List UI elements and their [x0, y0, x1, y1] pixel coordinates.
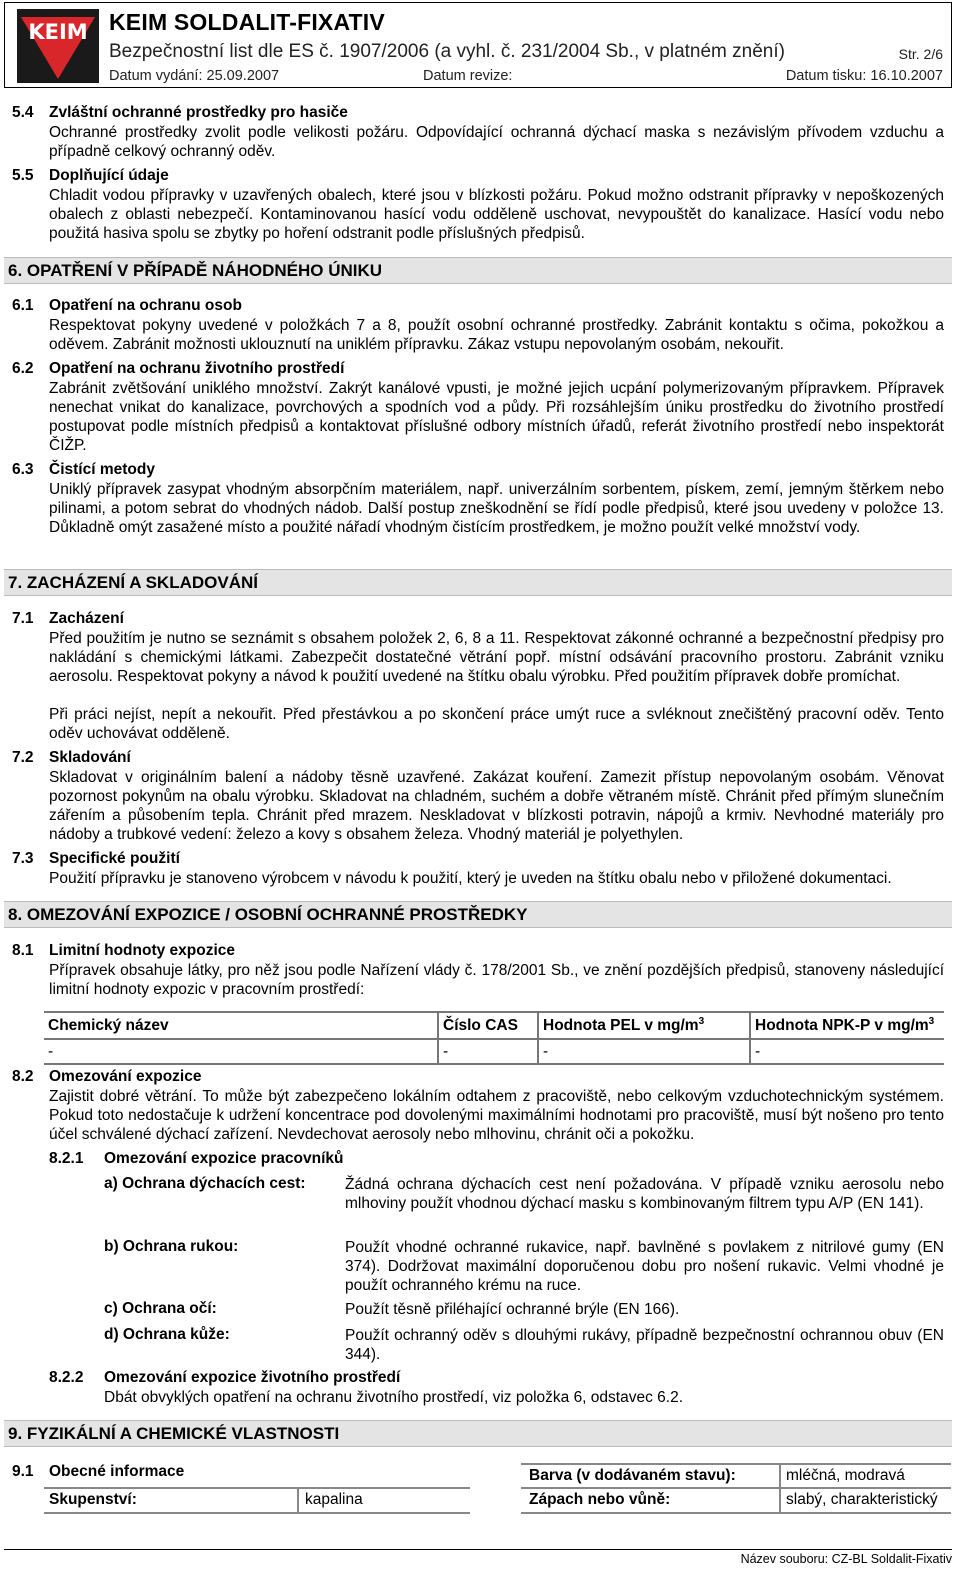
- section-number: 5.4: [12, 104, 34, 121]
- section-number: 9.1: [12, 1463, 34, 1480]
- section-number: 8.2: [12, 1068, 34, 1085]
- protection-text: Použít těsně přiléhající ochranné brýle (EN 166).: [345, 1301, 680, 1318]
- subsection-heading: Čistící metody: [49, 461, 155, 478]
- section-title: 9. FYZIKÁLNÍ A CHEMICKÉ VLASTNOSTI: [8, 1424, 340, 1443]
- table-cell: -: [44, 1039, 438, 1064]
- subsection-heading: Omezování expozice životního prostředí: [104, 1369, 401, 1386]
- unit-superscript: 3: [698, 1015, 705, 1027]
- column-header: [750, 1012, 944, 1039]
- section-heading: [4, 257, 952, 284]
- section-heading: [4, 1420, 952, 1447]
- subsection-heading: Omezování expozice pracovníků: [104, 1150, 344, 1167]
- protection-label: a) Ochrana dýchacích cest:: [104, 1175, 306, 1192]
- file-name: Název souboru: CZ-BL Soldalit-Fixativ: [740, 1552, 952, 1566]
- document-subtitle: Bezpečnostní list dle ES č. 1907/2006 (a vyhl. č. 231/2004 Sb., v platném znění): [109, 41, 785, 62]
- subsection-heading: Skladování: [49, 749, 131, 766]
- divider: [297, 1488, 299, 1512]
- column-header: [538, 1012, 750, 1039]
- protection-label: b) Ochrana rukou:: [104, 1238, 239, 1255]
- page-number: Str. 2/6: [898, 46, 943, 62]
- table-header-row: [44, 1012, 944, 1039]
- column-header-label: Hodnota NPK-P v mg/m: [755, 1017, 929, 1035]
- section-number: 7.1: [12, 610, 34, 627]
- section-title: 7. ZACHÁZENÍ A SKLADOVÁNÍ: [8, 573, 258, 592]
- divider: [521, 1487, 951, 1489]
- protection-text: Použít vhodné ochranné rukavice, např. bavlněné s povlakem z nitrilové gumy (EN 374). Dodržovat maximální doporučenou dobu pro nošení rukavic. Velmi vhodné je použít ochranného krému na ruce.: [345, 1239, 944, 1294]
- section-number: 6.2: [12, 360, 34, 377]
- table-cell: -: [438, 1039, 538, 1064]
- section-title: 6. OPATŘENÍ V PŘÍPADĚ NÁHODNÉHO ÚNIKU: [8, 261, 383, 280]
- revision-date: Datum revize:: [423, 68, 513, 84]
- section-number: 8.1: [12, 942, 34, 959]
- subsection-heading: Doplňující údaje: [49, 167, 169, 184]
- paragraph: Použití přípravku je stanoveno výrobcem v návodu k použití, který je uveden na štítku obalu nebo v přiložené dokumentaci.: [49, 870, 892, 887]
- subsection-number: 8.2.1: [49, 1150, 84, 1167]
- paragraph: Respektovat pokyny uvedené v položkách 7 a 8, použít osobní ochranné prostředky. Zabránit kontaktu s očima, pokožkou a oděvem. Zabránit možnosti uklouznutí na uniklém přípravku. Zákaz vstupu nepovolaným osobám, nekouřit.: [49, 317, 944, 353]
- exposure-limits-table: [44, 1011, 944, 1065]
- section-number: 6.1: [12, 297, 34, 314]
- subsection-heading: Opatření na ochranu životního prostředí: [49, 360, 345, 377]
- paragraph: Přípravek obsahuje látky, pro něž jsou podle Nařízení vlády č. 178/2001 Sb., ve znění pozdějších předpisů, stanoveny následující limitní hodnoty expozic v pracovním prostředí:: [49, 962, 944, 998]
- divider: [521, 1463, 951, 1465]
- section-title: 8. OMEZOVÁNÍ EXPOZICE / OSOBNÍ OCHRANNÉ PROSTŘEDKY: [8, 905, 528, 924]
- divider: [521, 1512, 951, 1514]
- protection-label: c) Ochrana očí:: [104, 1300, 217, 1317]
- paragraph: Ochranné prostředky zvolit podle velikosti požáru. Odpovídající ochranná dýchací maska s nezávislým přívodem vzduchu a případně celkový ochranný oděv.: [49, 124, 944, 160]
- protection-label: d) Ochrana kůže:: [104, 1326, 230, 1343]
- protection-text: Použít ochranný oděv s dlouhými rukávy, případně bezpečnostní ochrannou obuv (EN 344).: [345, 1327, 944, 1363]
- section-number: 7.2: [12, 749, 34, 766]
- paragraph: Chladit vodou přípravky v uzavřených obalech, které jsou v blízkosti požáru. Pokud možno odstranit přípravky v nepoškozených obalech z oblasti nebezpečí. Kontaminovanou hasící vodu odděleně uschovat, nevypouštět do kanalizace. Hasící vodu nebo použitá hasiva spolu se zbytky po hoření odstranit podle příslušných předpisů.: [49, 187, 944, 242]
- protection-text: Žádná ochrana dýchacích cest není požadována. V případě vzniku aerosolu nebo mlhoviny použít vhodnou dýchací masku s kombinovaným filtrem typu A/P (EN 141).: [345, 1176, 944, 1212]
- subsection-heading: Specifické použití: [49, 850, 180, 867]
- property-value: slabý, charakteristický: [786, 1491, 938, 1508]
- table-cell: -: [538, 1039, 750, 1064]
- subsection-heading: Limitní hodnoty expozice: [49, 942, 236, 959]
- paragraph: Dbát obvyklých opatření na ochranu životního prostředí, viz položka 6, odstavec 6.2.: [104, 1389, 683, 1406]
- document-header: [4, 2, 952, 88]
- document-footer: [4, 1549, 952, 1566]
- section-number: 6.3: [12, 461, 34, 478]
- print-date: Datum tisku: 16.10.2007: [785, 68, 943, 84]
- column-header-label: Hodnota PEL v mg/m: [543, 1017, 699, 1035]
- section-number: 5.5: [12, 167, 34, 184]
- subsection-heading: Zvláštní ochranné prostředky pro hasiče: [49, 104, 348, 121]
- subsection-heading: Omezování expozice: [49, 1068, 202, 1085]
- keim-logo: [17, 9, 99, 83]
- subsection-number: 8.2.2: [49, 1369, 84, 1386]
- subsection-heading: Obecné informace: [49, 1463, 185, 1480]
- property-label: Barva (v dodávaném stavu):: [529, 1467, 736, 1484]
- paragraph: Zabránit zvětšování uniklého množství. Zakrýt kanálové vpusti, je možné jejich ucpání polymerizovaným přípravkem. Přípravek nenechat vnikat do kanalizace, povrchových a spodních vod a půdy. Při rozsáhlejším úniku prostředku do životního prostředí postupovat podle místních předpisů a kontaktovat příslušné odbory místních úřadů, referát životního prostředí nebo inspektorát ČIŽP.: [49, 380, 944, 454]
- property-value: kapalina: [305, 1491, 363, 1508]
- property-value: mléčná, modravá: [786, 1467, 905, 1484]
- subsection-heading: Zacházení: [49, 610, 124, 627]
- paragraph: Při práci nejíst, nepít a nekouřit. Před přestávkou a po skončení práce umýt ruce a svléknout znečištěný pracovní oděv. Tento oděv uchovávat odděleně.: [49, 706, 944, 742]
- paragraph: Skladovat v originálním balení a nádoby těsně uzavřené. Zakázat kouření. Zamezit přístup nepovolaným osobám. Věnovat pozornost pokynům na obalu výrobku. Skladovat na chladném, suchém a dobře větraném místě. Chránit před přímým slunečním zářením a působením tepla. Chránit před mrazem. Neskladovat v blízkosti potravin, nápojů a krmiv. Nevhodné materiály pro nádoby a trubkové vedení: železo a kovy s obsahem železa. Vhodný materiál je polyethylen.: [49, 769, 944, 843]
- issue-date: Datum vydání: 25.09.2007: [109, 68, 280, 84]
- paragraph: Zajistit dobré větrání. To může být zabezpečeno lokálním odtahem z pracoviště, nebo celkovým vzduchotechnickým systémem. Pokud toto nedostačuje k udržení koncentrace pod dovolenými maximálními hodnotami pro pracoviště, musí být nošeno pro tento účel schválené dýchací zařízení. Nevdechovat aerosoly nebo mlhovinu, chránit oči a pokožku.: [49, 1088, 944, 1143]
- divider: [779, 1464, 781, 1512]
- divider: [44, 1487, 470, 1489]
- table-cell: -: [750, 1039, 944, 1064]
- divider: [44, 1512, 470, 1514]
- property-label: Skupenství:: [49, 1491, 137, 1508]
- table-row: [44, 1039, 944, 1064]
- property-label: Zápach nebo vůně:: [529, 1491, 671, 1508]
- paragraph: Před použitím je nutno se seznámit s obsahem položek 2, 6, 8 a 11. Respektovat zákonné ochranné a bezpečnostní předpisy pro nakládání s chemickými látkami. Zabezpečit dostatečné větrání popř. místní odsávání pracovního prostoru. Zabránit vzniku aerosolu. Respektovat pokyny a návod k použití uvedené na štítku obalu výrobku. Před použitím přípravek dobře promíchat.: [49, 630, 944, 685]
- subsection-heading: Opatření na ochranu osob: [49, 297, 242, 314]
- unit-superscript: 3: [928, 1015, 935, 1027]
- product-title: KEIM SOLDALIT-FIXATIV: [109, 9, 385, 35]
- section-heading: [4, 901, 952, 928]
- section-heading: [4, 569, 952, 596]
- column-header: Chemický název: [44, 1012, 438, 1039]
- logo-text: KEIM: [28, 20, 88, 44]
- column-header: Číslo CAS: [438, 1012, 538, 1039]
- paragraph: Uniklý přípravek zasypat vhodným absorpčním materiálem, např. univerzálním sorbentem, pískem, zemí, jemným štěrkem nebo pilinami, a potom sebrat do vhodných nádob. Další postup zneškodnění se řídí podle předpisů, které jsou uvedeny v položce 13. Důkladně omýt zasažené místo a použité nářadí vhodným čistícím prostředkem, je možno použít velké množství vody.: [49, 481, 944, 536]
- section-number: 7.3: [12, 850, 34, 867]
